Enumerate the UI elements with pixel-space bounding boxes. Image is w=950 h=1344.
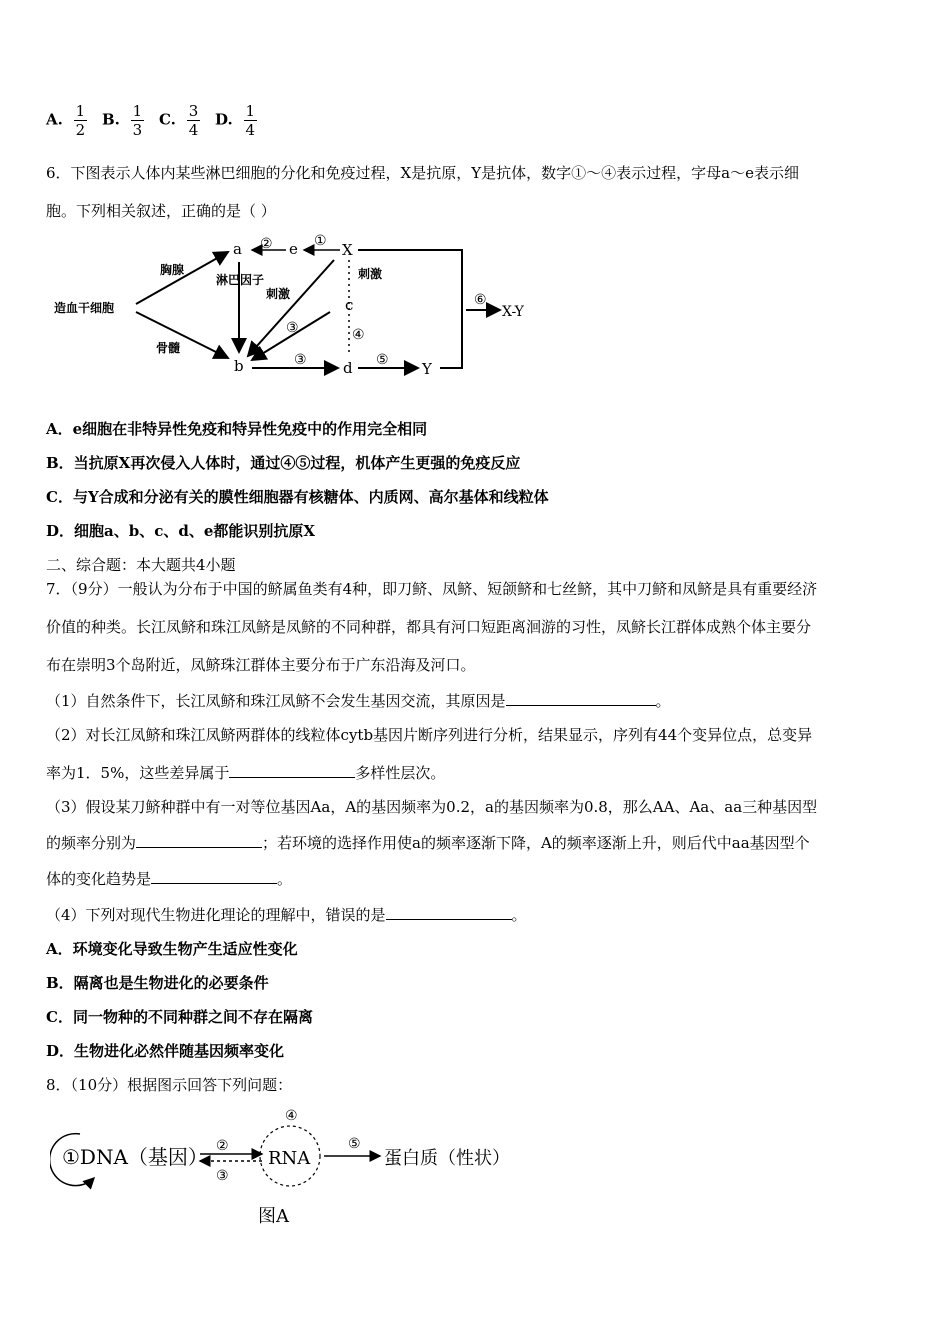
q6-lymphokine-label: 淋巴因子 [216, 273, 265, 287]
q6-num-6: ⑥ [474, 292, 487, 308]
q6-num-1: ① [314, 233, 327, 249]
q7-option-c: C．同一物种的不同种群之间不存在隔离 [46, 1008, 313, 1026]
q8-central-dogma-diagram [50, 1104, 550, 1234]
q8-figure-caption: 图A [258, 1206, 289, 1227]
q7-stem-line3: 布在崇明3个岛附近，凤鲚珠江群体主要分布于广东沿海及河口。 [46, 656, 476, 674]
q8-num-5: ⑤ [348, 1136, 361, 1152]
q6-stimulate-label-2: 刺激 [358, 267, 383, 281]
section2-title: 二、综合题：本大题共4小题 [46, 556, 236, 574]
q8-protein-label: 蛋白质（性状） [384, 1148, 510, 1169]
q5-options [46, 102, 267, 139]
q7-option-a: A．环境变化导致生物产生适应性变化 [46, 940, 298, 958]
q7-part2-blank[interactable] [229, 763, 355, 778]
q6-option-c: C．与Y合成和分泌有关的膜性细胞器有核糖体、内质网、高尔基体和线粒体 [46, 488, 549, 506]
q7-part2-line1: （2）对长江凤鲚和珠江凤鲚两群体的线粒体cytb基因片断序列进行分析，结果显示，序列有44个变异位点，总变异 [46, 726, 813, 744]
q5-option-a-letter: A. [46, 110, 63, 129]
q5-option-d-fraction: $\frac{1}{4}$ [245, 102, 256, 139]
q7-part3-blank-2[interactable] [151, 869, 277, 884]
q6-stem-cell-label: 造血干细胞 [54, 301, 115, 315]
q6-cell-e: e [289, 240, 298, 258]
q5-option-c-letter: C. [159, 110, 176, 129]
q6-cell-d: d [343, 359, 353, 377]
q6-thymus-label: 胸腺 [160, 263, 185, 277]
q7-part4: （4）下列对现代生物进化理论的理解中，错误的是 。 [46, 906, 527, 924]
q7-stem-line1: 7．（9分）一般认为分布于中国的鲚属鱼类有4种，即刀鲚、凤鲚、短颌鲚和七丝鲚，其中刀鲚和凤鲚是具有重要经济 [46, 580, 818, 598]
q7-stem-line2: 价值的种类。长江凤鲚和珠江凤鲚是凤鲚的不同种群，都具有河口短距离洄游的习性，凤鲚长江群体成熟个体主要分 [46, 618, 812, 636]
q7-part2-line2: 率为1．5%，这些差异属于 多样性层次。 [46, 764, 446, 782]
q7-part1-blank[interactable] [506, 691, 656, 706]
q7-part1: （1）自然条件下，长江凤鲚和珠江凤鲚不会发生基因交流，其原因是 。 [46, 692, 671, 710]
q6-num-3a: ③ [286, 320, 299, 336]
q8-num-2: ② [216, 1138, 229, 1154]
q6-cell-b: b [234, 357, 244, 375]
q6-antibody-y: Y [422, 360, 432, 378]
q7-part4-blank[interactable] [386, 905, 512, 920]
q7-part3-line2: 的频率分别为 ；若环境的选择作用使a的频率逐渐下降，A的频率逐渐上升，则后代中aa基因型个 [46, 834, 810, 852]
q5-option-b-letter: B. [101, 110, 120, 129]
q6-option-a: A．e细胞在非特异性免疫和特异性免疫中的作用完全相同 [46, 420, 428, 438]
q8-num-3: ③ [216, 1168, 229, 1184]
q7-part3-line3: 体的变化趋势是 。 [46, 870, 293, 888]
q6-option-d: D．细胞a、b、c、d、e都能识别抗原X [46, 522, 316, 540]
q6-cell-a: a [233, 240, 242, 258]
q6-cell-c: c [345, 296, 354, 314]
q7-part3-blank-1[interactable] [136, 833, 262, 848]
q8-stem: 8．（10分）根据图示回答下列问题： [46, 1076, 293, 1094]
q7-option-b: B．隔离也是生物进化的必要条件 [46, 974, 269, 992]
q6-xy-complex: X-Y [502, 304, 524, 320]
q5-option-b-fraction: $\frac{1}{3}$ [132, 102, 143, 139]
q6-stem-line2: 胞。下列相关叙述，正确的是（ ） [46, 202, 276, 220]
q5-option-c-fraction: $\frac{3}{4}$ [188, 102, 199, 139]
q8-num-4: ④ [285, 1108, 298, 1124]
q5-option-d-letter: D. [215, 110, 233, 129]
q6-immune-diagram [40, 228, 560, 388]
q6-num-3b: ③ [294, 352, 307, 368]
q6-stimulate-label-1: 刺激 [266, 287, 291, 301]
q6-antigen-x: X [342, 241, 353, 259]
q6-num-2: ② [260, 236, 273, 252]
q6-num-5: ⑤ [376, 352, 389, 368]
q6-stem-line1: 6．下图表示人体内某些淋巴细胞的分化和免疫过程，X是抗原，Y是抗体，数字①～④表示过程，字母a～e表示细 [46, 164, 799, 182]
q6-option-b: B．当抗原X再次侵入人体时，通过④⑤过程，机体产生更强的免疫反应 [46, 454, 521, 472]
q8-dna-label: ①DNA（基因） [62, 1145, 208, 1169]
q7-part3-line1: （3）假设某刀鲚种群中有一对等位基因Aa，A的基因频率为0.2，a的基因频率为0.8，那么AA、Aa、aa三种基因型 [46, 798, 818, 816]
q6-num-4: ④ [352, 327, 365, 343]
q5-option-a-fraction: $\frac{1}{2}$ [75, 102, 86, 139]
q7-option-d: D．生物进化必然伴随基因频率变化 [46, 1042, 285, 1060]
q6-marrow-label: 骨髓 [156, 341, 181, 355]
q8-rna-label: RNA [268, 1148, 311, 1169]
